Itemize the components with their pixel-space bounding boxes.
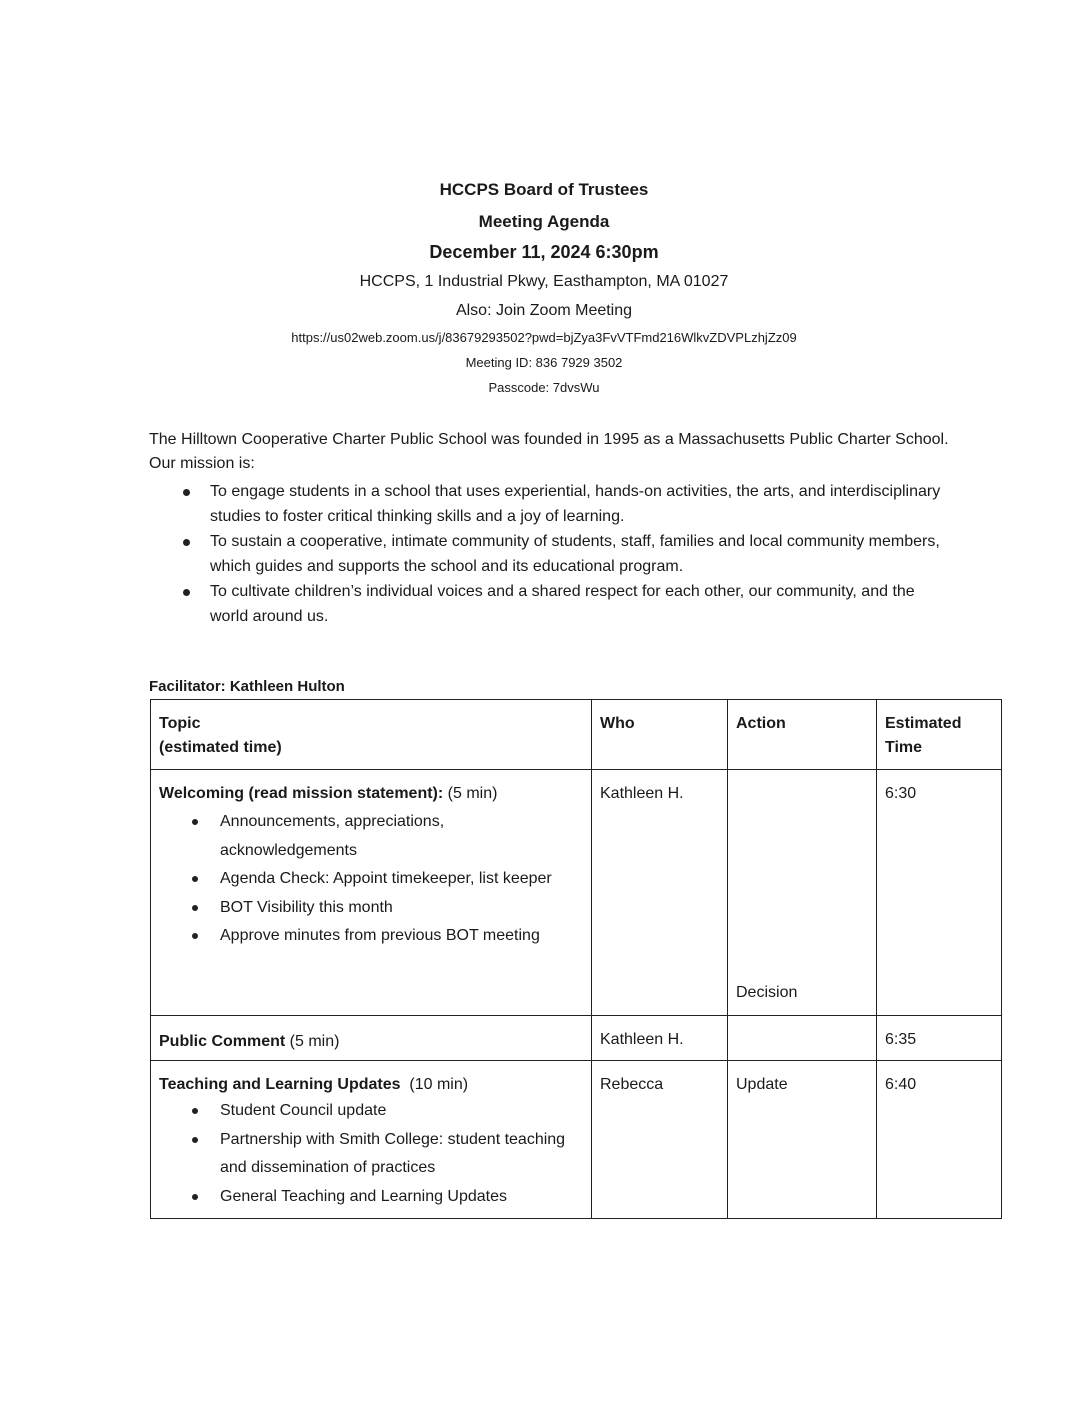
bullet-icon [192, 876, 198, 882]
meeting-address: HCCPS, 1 Industrial Pkwy, Easthampton, MA 01027 [359, 273, 729, 290]
list-item: Student Council update [220, 1097, 583, 1126]
bullet-icon [183, 539, 190, 546]
bullet-icon [192, 819, 198, 825]
topic-items [159, 808, 583, 951]
table-header-row [151, 700, 1002, 770]
table-row [151, 770, 1002, 1016]
facilitator: Facilitator: Kathleen Hulton [149, 678, 345, 695]
table-row [151, 1016, 1002, 1061]
agenda-table [150, 699, 1002, 1219]
column-header-topic: Topic (estimated time) [151, 700, 592, 770]
bullet-icon [192, 933, 198, 939]
table-row [151, 1061, 1002, 1219]
who-cell: Kathleen H. [592, 1016, 728, 1061]
bullet-icon [183, 489, 190, 496]
bullet-icon [192, 1137, 198, 1143]
who-cell: Rebecca [592, 1061, 728, 1219]
meeting-id: Meeting ID: 836 7929 3502 [465, 355, 623, 370]
org-title: HCCPS Board of Trustees [439, 180, 649, 199]
action-cell [728, 1016, 877, 1061]
who-cell: Kathleen H. [592, 770, 728, 1016]
bullet-icon [192, 1194, 198, 1200]
intro-paragraph: The Hilltown Cooperative Charter Public School was founded in 1995 as a Massachusetts Public Charter School. Our mission is: [149, 431, 949, 472]
bullet-icon [192, 1108, 198, 1114]
action-cell: Update [728, 1061, 877, 1219]
mission-item: To sustain a cooperative, intimate community of students, staff, families and local community members, which guides and supports the school and its educational program. [210, 529, 949, 579]
column-header-action: Action [728, 700, 877, 770]
list-item: Announcements, appreciations, acknowledgements [220, 808, 583, 865]
bullet-icon [183, 589, 190, 596]
time-cell: 6:30 [877, 770, 1002, 1016]
action-cell: Decision [728, 770, 877, 1016]
mission-list [149, 479, 949, 629]
list-item: Approve minutes from previous BOT meeting [220, 922, 583, 951]
mission-section [149, 428, 949, 629]
passcode: Passcode: 7dvsWu [488, 380, 600, 395]
topic-cell: Public Comment (5 min) [151, 1016, 592, 1061]
bullet-icon [192, 905, 198, 911]
list-item: Partnership with Smith College: student teaching and dissemination of practices [220, 1126, 583, 1183]
topic-cell: Teaching and Learning Updates (10 min) Student Council update Partnership with Smith College: student teaching and dissemination of practices General Teaching and Learning Updates [151, 1061, 592, 1219]
topic-items [159, 1097, 583, 1211]
time-cell: 6:35 [877, 1016, 1002, 1061]
column-header-time: Estimated Time [877, 700, 1002, 770]
list-item: BOT Visibility this month [220, 894, 583, 923]
list-item: General Teaching and Learning Updates [220, 1183, 583, 1212]
topic-cell: Welcoming (read mission statement): (5 min) Announcements, appreciations, acknowledgements Agenda Check: Appoint timekeeper, list keeper BOT Visibility this month Approve minutes from previous BOT meeting [151, 770, 592, 1016]
meeting-date-time: December 11, 2024 6:30pm [429, 242, 659, 262]
list-item: Agenda Check: Appoint timekeeper, list keeper [220, 865, 583, 894]
mission-item: To cultivate children’s individual voices and a shared respect for each other, our community, and the world around us. [210, 579, 949, 629]
doc-title: Meeting Agenda [478, 212, 610, 231]
mission-item: To engage students in a school that uses experiential, hands-on activities, the arts, and interdisciplinary studies to foster critical thinking skills and a joy of learning. [210, 479, 949, 529]
column-header-who: Who [592, 700, 728, 770]
zoom-url-link[interactable]: https://us02web.zoom.us/j/83679293502?pwd=bjZya3FvVTFmd216WlkvZDVPLzhjZz09 [291, 330, 797, 345]
zoom-label: Also: Join Zoom Meeting [455, 302, 633, 319]
time-cell: 6:40 [877, 1061, 1002, 1219]
